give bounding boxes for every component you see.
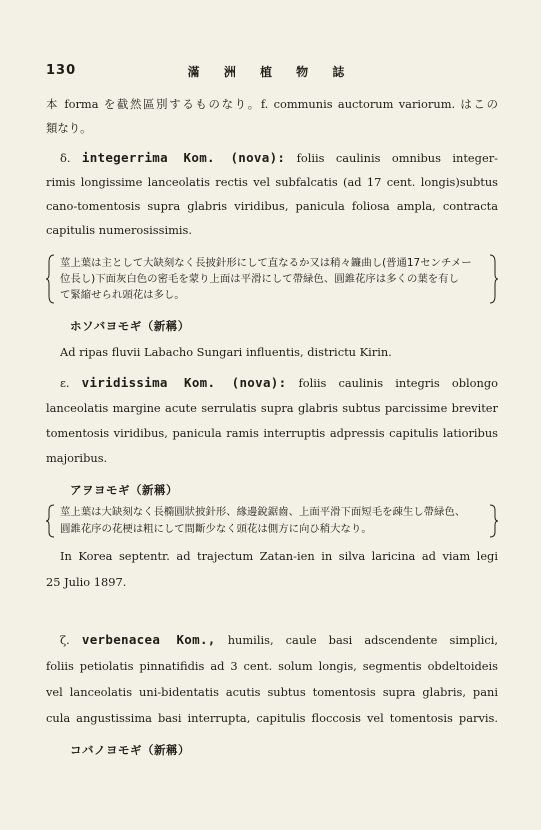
variety-epsilon-name: viridissima Kom. (nova):: [81, 375, 287, 390]
page-header: [46, 63, 496, 81]
variety-epsilon-habitat-1: In Korea septentr. ad trajectum Zatan-ien in silva laricina ad viam legi: [60, 549, 498, 563]
intro-line-2: 類なり。: [46, 121, 92, 135]
variety-delta-line-2: rimis longissime lanceolatis rectis vel subfalcatis (ad 17 cent. longis)subtus: [46, 175, 498, 189]
variety-delta-line-1: [60, 150, 498, 166]
variety-epsilon-marker: ε.: [60, 376, 70, 390]
variety-zeta-jp-name: コバノヨモギ（新稱）: [70, 743, 190, 757]
variety-zeta-marker: ζ.: [60, 633, 70, 647]
variety-epsilon-line-1: [60, 375, 498, 391]
left-brace: [46, 254, 56, 304]
variety-zeta-line-4: cula angustissima basi interrupta, capitulis floccosis vel tomentosis parvis.: [46, 711, 498, 725]
variety-delta-jp-line-1: 莖上葉は主として大缺刻なく長披針形にして直なるか又は稍々鐮曲し(普通17センチメー: [60, 257, 472, 269]
variety-epsilon-jp-description: [46, 504, 498, 538]
variety-delta-line-1-text: foliis caulinis omnibus integer-: [296, 151, 498, 165]
left-brace: [46, 504, 56, 538]
variety-delta-habitat: Ad ripas fluvii Labacho Sungari influentis, districtu Kirin.: [60, 345, 392, 359]
variety-zeta-line-1: [60, 632, 498, 648]
variety-zeta-line-2: foliis petiolatis pinnatifidis ad 3 cent. solum longis, segmentis obdeltoideis: [46, 659, 498, 673]
variety-delta-line-3: cano-tomentosis supra glabris viridibus, panicula foliosa ampla, contracta: [46, 199, 498, 213]
variety-epsilon-jp-name: アヲヨモギ（新稱）: [70, 483, 178, 497]
variety-epsilon-jp-line-2: 圓錐花序の花梗は粗にして間斷少なく頭花は側方に向ひ稍大なり。: [60, 523, 372, 535]
page-number: 130: [46, 63, 77, 78]
variety-delta-line-4: capitulis numerosissimis.: [46, 223, 193, 237]
variety-zeta-line-1-text: humilis, caule basi adscendente simplici,: [227, 633, 498, 647]
variety-delta-jp-line-3: て緊縮せられ頭花は多し。: [60, 289, 185, 301]
variety-epsilon-jp-line-1: 莖上葉は大缺刻なく長橢圓狀披針形、緣邊銳鋸齒、上面平滑下面短毛を疎生し帶緑色、: [60, 506, 466, 518]
variety-zeta-name: verbenacea Kom.,: [81, 632, 216, 647]
right-brace: [488, 504, 498, 538]
variety-delta-jp-line-2: 位長し)下面灰白色の密毛を蒙り上面は平滑にして帶緑色、圓錐花序は多くの葉を有し: [60, 273, 459, 285]
variety-zeta-line-3: vel lanceolatis uni-bidentatis acutis subtus tomentosis supra glabris, pani: [46, 685, 498, 699]
intro-line-1: 本 forma を截然區別するものなり。f. communis auctorum variorum. はこの: [46, 97, 498, 111]
running-title: 滿 洲 植 物 誌: [187, 65, 355, 79]
variety-delta-jp-description: [46, 254, 498, 304]
variety-epsilon-habitat-2: 25 Julio 1897.: [46, 575, 127, 589]
variety-epsilon-line-1-text: foliis caulinis integris oblongo: [298, 376, 498, 390]
variety-delta-marker: δ.: [60, 151, 71, 165]
variety-delta-name: integerrima Kom. (nova):: [81, 150, 286, 165]
variety-epsilon-line-3: tomentosis viridibus, panicula ramis interruptis adpressis capitulis latioribus: [46, 426, 498, 440]
variety-delta-jp-name: ホソバヨモギ（新稱）: [70, 319, 190, 333]
variety-epsilon-line-4: majoribus.: [46, 451, 108, 465]
right-brace: [488, 254, 498, 304]
variety-epsilon-line-2: lanceolatis margine acute serrulatis supra glabris subtus parcissime breviter: [46, 401, 498, 415]
